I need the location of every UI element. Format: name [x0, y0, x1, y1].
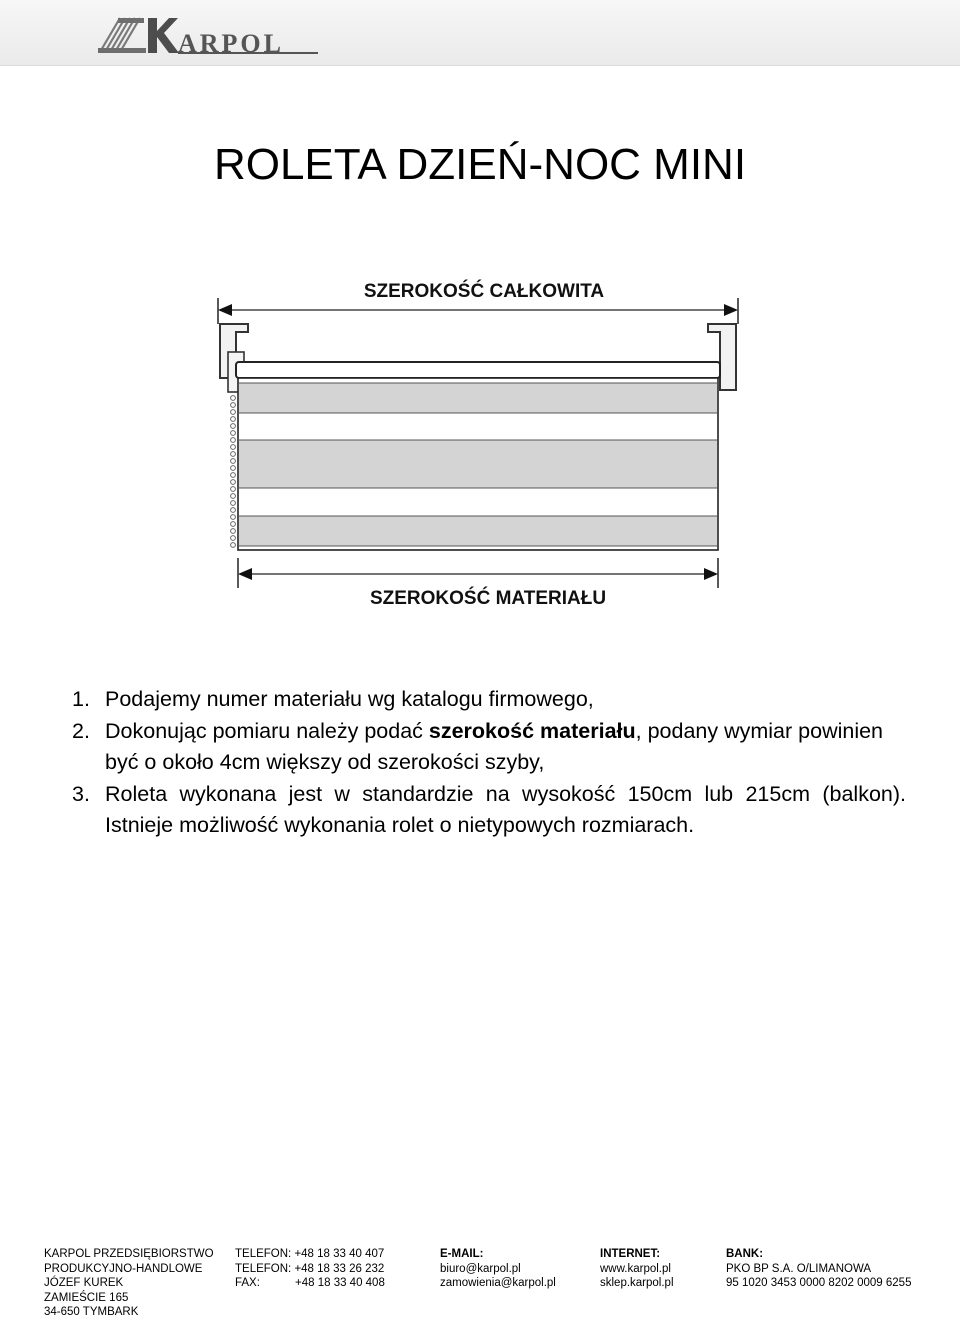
bank-name: PKO BP S.A. O/LIMANOWA: [726, 1262, 872, 1275]
phone-value: +48 18 33 40 407: [294, 1248, 385, 1260]
company-line: KARPOL PRZEDSIĘBIORSTWO: [44, 1248, 214, 1260]
item-number: 2.: [72, 718, 90, 743]
footer-bank: [726, 1247, 911, 1291]
item-number: 3.: [72, 781, 90, 806]
item-text-before: Dokonując pomiaru należy podać: [105, 718, 429, 743]
phone-row: [235, 1262, 425, 1277]
email-link[interactable]: zamowienia@karpol.pl: [440, 1277, 556, 1289]
instructions-list: [72, 684, 906, 842]
bank-heading: BANK:: [726, 1248, 764, 1260]
email-heading: E-MAIL:: [440, 1248, 484, 1260]
fax-value: +48 18 33 40 408: [295, 1277, 385, 1289]
item-number: 1.: [72, 687, 90, 711]
instruction-item-1: [72, 684, 906, 716]
fax-row: [235, 1276, 425, 1291]
karpol-logo: [96, 14, 326, 56]
fax-label: FAX:: [235, 1277, 260, 1289]
item-text: Podajemy numer materiału wg katalogu firmowego,: [105, 687, 594, 711]
svg-text:ARPOL: ARPOL: [178, 29, 284, 56]
email-link[interactable]: biuro@karpol.pl: [440, 1262, 521, 1275]
internet-heading: INTERNET:: [600, 1248, 661, 1260]
footer-company: [44, 1247, 214, 1320]
bank-account: 95 1020 3453 0000 8202 0009 6255: [726, 1277, 912, 1289]
phone-row: [235, 1247, 425, 1262]
top-dimension-label: SZEROKOŚĆ CAŁKOWITA: [363, 281, 605, 302]
item-text: Roleta wykonana jest w standardzie na wysokość 150cm lub 215cm (balkon). Istnieje możliwość wykonania rolet o nietypowych rozmiarach.: [105, 781, 906, 837]
phone-label: TELEFON:: [235, 1248, 292, 1260]
footer-internet: [600, 1247, 674, 1291]
footer-email: [440, 1247, 556, 1291]
bottom-dimension-label: SZEROKOŚĆ MATERIAŁU: [369, 588, 607, 607]
company-line: PRODUKCYJNO-HANDLOWE: [44, 1262, 203, 1275]
item-text-bold: szerokość materiału: [428, 718, 636, 743]
header-band: [0, 0, 960, 66]
footer-phones: [235, 1247, 425, 1291]
instruction-item-2: [72, 716, 906, 779]
phone-value: +48 18 33 26 232: [294, 1262, 385, 1275]
blind-diagram: [208, 262, 748, 607]
website-link[interactable]: www.karpol.pl: [600, 1262, 671, 1275]
company-line: ZAMIEŚCIE 165: [44, 1291, 129, 1304]
phone-label: TELEFON:: [235, 1262, 292, 1275]
website-link[interactable]: sklep.karpol.pl: [600, 1277, 674, 1289]
company-line: JÓZEF KUREK: [44, 1277, 124, 1289]
item-text-after: , podany wymiar powinien być o około 4cm większy od szerokości szyby,: [105, 718, 884, 774]
page-title: ROLETA DZIEŃ-NOC MINI: [213, 140, 747, 189]
company-line: 34-650 TYMBARK: [44, 1306, 139, 1318]
instruction-item-3: [72, 779, 906, 842]
